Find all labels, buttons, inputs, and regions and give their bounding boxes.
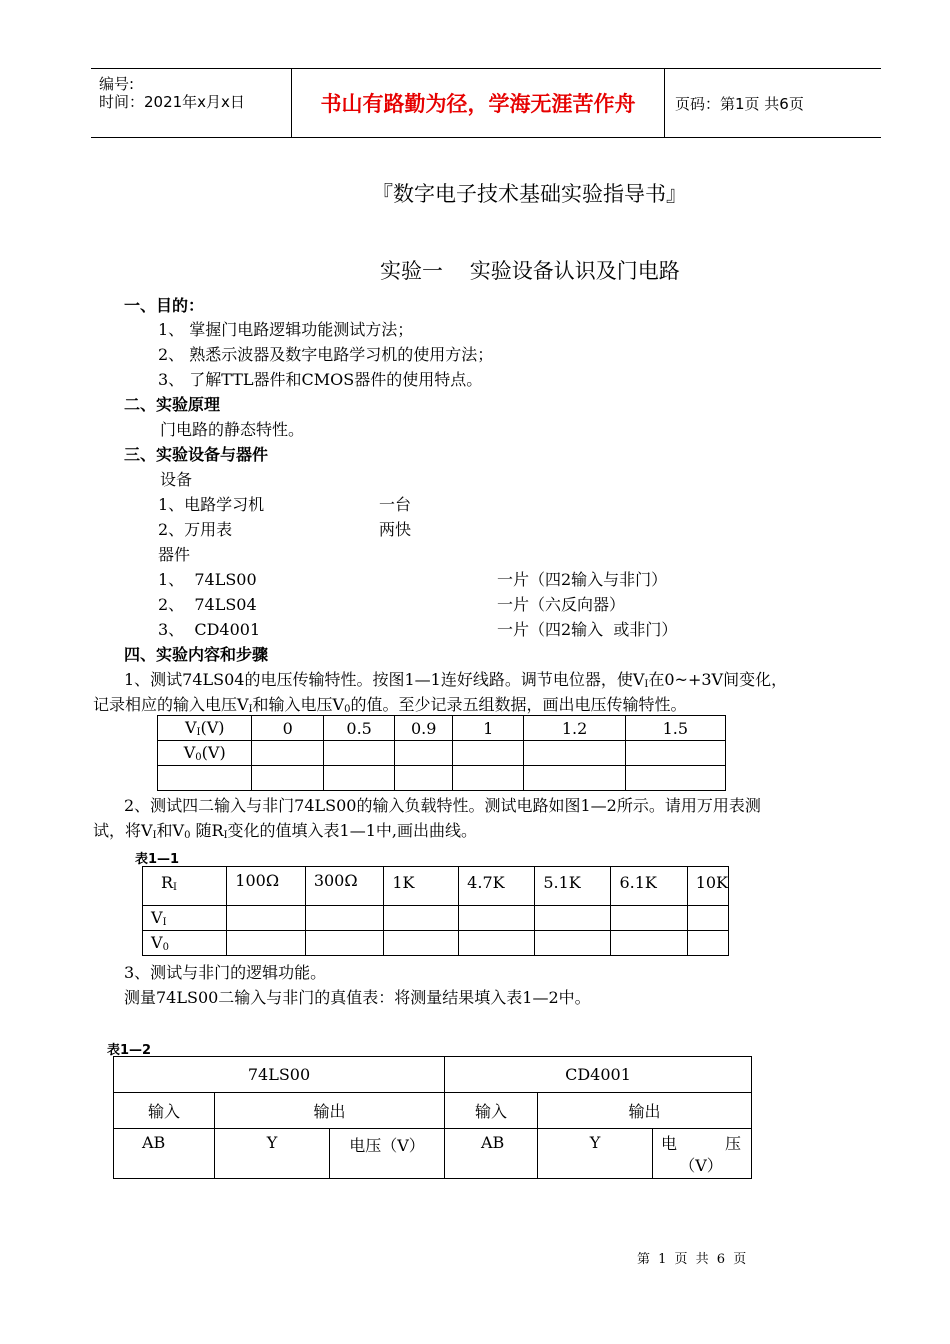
step-2-line-1: 2、测试四二输入与非门74LS00的输入负载特性。测试电路如图1—2所示。请用万用表测 [124,796,761,815]
section-2-heading: 二、实验原理 [124,395,221,414]
ri-value: 300Ω [305,867,384,906]
vi-label-cell: $V_I(V)$ [158,716,252,741]
empty-cell [384,931,459,956]
vi-value: 1.2 [524,716,625,741]
empty-cell [524,741,625,766]
vo-label-cell: $V_0(V)$ [158,741,252,766]
empty-cell [459,931,535,956]
ri-value: 100Ω [227,867,306,906]
experiment-title: 实验一 实验设备认识及门电路 [380,259,680,283]
ri-value: 10K [687,867,728,906]
empty-cell [323,741,395,766]
input-header: 输入 [114,1093,215,1129]
page-footer: 第 1 页 共 6 页 [637,1252,747,1267]
step-1-line-1: 1、测试74LS04的电压传输特性。按图1—1连好线路。调节电位器，使$V_I$在0~+3V间变化， [124,670,788,690]
s2-text: 门电路的静态特性。 [160,420,305,439]
voltage-header: 电压（V） [330,1129,445,1179]
vo-row-label: $V_0$ [143,931,227,956]
empty-cell [323,766,395,791]
part-1-qty: 一片（四2输入与非门） [497,570,668,589]
number-label: 编号: [99,75,135,93]
empty-cell [252,741,323,766]
vi-value: 1 [453,716,524,741]
ri-value: 1K [384,867,459,906]
empty-cell [611,906,687,931]
part-3-name: 3、 CD4001 [158,620,261,639]
step-3-line: 3、测试与非门的逻辑功能。 [124,963,327,982]
time-label: 时间：2021年x月x日 [99,93,245,111]
equip-2-name: 2、万用表 [158,520,233,539]
header-page-label: 页码：第1页 共6页 [675,94,804,113]
empty-cell [305,906,384,931]
empty-cell [227,906,306,931]
y-header: Y [538,1129,653,1179]
step-1-line-2: 记录相应的输入电压$V_I$和输入电压$V_0$的值。至少记录五组数据，画出电压传输特性。 [93,695,687,715]
table-1-1-caption: 表1—1 [135,852,180,867]
ri-value: 6.1K [611,867,687,906]
part-3-qty: 一片（四2输入 或非门） [497,620,678,639]
equip-1-name: 1、电路学习机 [158,495,265,514]
step-2-line-2: 试，将$V_I$和$V_0$ 随$R_I$变化的值填入表1—1中,画出曲线。 [93,821,477,841]
header-info-cell [91,69,292,137]
equip-label: 设备 [160,470,193,489]
page-header [91,68,881,138]
vi-value: 1.5 [625,716,725,741]
part-1-name: 1、 74LS00 [158,570,257,589]
ab-header: AB [114,1129,215,1179]
empty-cell [524,766,625,791]
equip-1-qty: 一台 [379,495,412,514]
empty-cell [453,741,524,766]
ri-value: 5.1K [535,867,611,906]
ri-label-cell: $R_I$ [143,867,227,906]
empty-cell [158,766,252,791]
empty-cell [535,931,611,956]
ab-header: AB [445,1129,538,1179]
empty-cell [535,906,611,931]
step-3-instruction: 测量74LS00二输入与非门的真值表：将测量结果填入表1—2中。 [124,988,591,1007]
s1-item-2: 2、 熟悉示波器及数字电路学习机的使用方法； [158,345,494,364]
input-header: 输入 [445,1093,538,1129]
empty-cell [611,931,687,956]
input-load-table [142,866,729,956]
empty-cell [395,766,453,791]
vi-value: 0.9 [395,716,453,741]
empty-cell [687,906,728,931]
vi-value: 0 [252,716,323,741]
y-header: Y [215,1129,330,1179]
empty-cell [305,931,384,956]
empty-cell [625,766,725,791]
s1-item-1: 1、 掌握门电路逻辑功能测试方法； [158,320,414,339]
empty-cell [687,931,728,956]
header-motto: 书山有路勤为径，学海无涯苦作舟 [292,69,665,137]
equip-2-qty: 两快 [379,520,412,539]
ri-value: 4.7K [459,867,535,906]
output-header: 输出 [215,1093,445,1129]
section-4-heading: 四、实验内容和步骤 [124,645,269,664]
part-2-qty: 一片（六反向器） [497,595,626,614]
empty-cell [252,766,323,791]
empty-cell [384,906,459,931]
chip-cd4001-header: CD4001 [445,1057,752,1093]
truth-table [113,1056,752,1179]
empty-cell [625,741,725,766]
s1-item-3: 3、 了解TTL器件和CMOS器件的使用特点。 [158,370,483,389]
voltage-header-split: 电 压 （V） [653,1129,752,1179]
output-header: 输出 [538,1093,752,1129]
empty-cell [453,766,524,791]
document-title: 『数字电子技术基础实验指导书』 [372,182,687,206]
empty-cell [459,906,535,931]
section-1-heading: 一、目的： [124,296,205,315]
empty-cell [227,931,306,956]
empty-cell [395,741,453,766]
vi-value: 0.5 [323,716,395,741]
section-3-heading: 三、实验设备与器件 [124,445,269,464]
parts-label: 器件 [158,545,191,564]
voltage-transfer-table [157,715,726,791]
table-1-2-caption: 表1—2 [107,1043,152,1058]
part-2-name: 2、 74LS04 [158,595,257,614]
chip-74ls00-header: 74LS00 [114,1057,445,1093]
vi-row-label: $V_I$ [143,906,227,931]
